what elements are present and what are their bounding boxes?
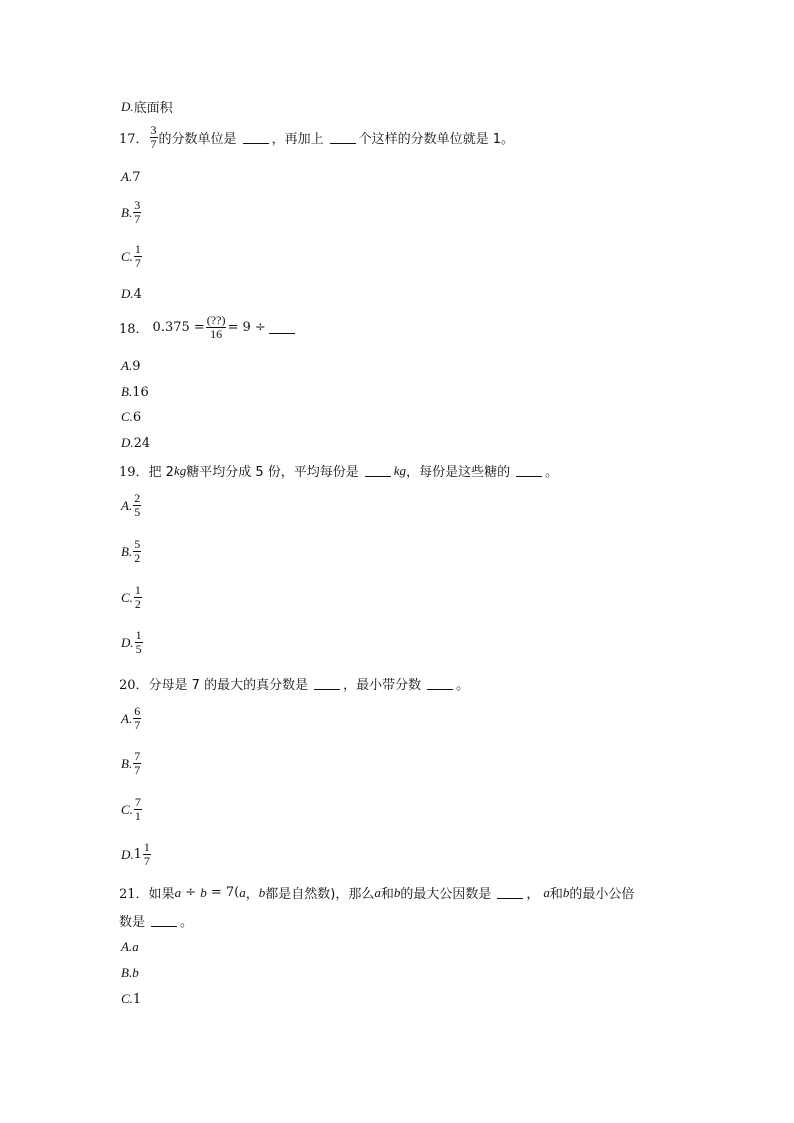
option-letter: D	[121, 435, 131, 450]
option-text: 4	[133, 286, 142, 302]
option-letter: B	[121, 204, 129, 220]
answer-blank[interactable]	[516, 464, 542, 477]
answer-blank[interactable]	[243, 131, 269, 144]
question-20	[119, 674, 469, 693]
option-letter: C	[121, 409, 130, 424]
question-21	[119, 883, 634, 902]
variable-a: a	[239, 884, 246, 900]
option-letter: A	[121, 169, 129, 184]
question-19	[119, 461, 558, 480]
question-text: 个这样的分数单位就是 1。	[358, 132, 514, 147]
option-letter: D	[121, 98, 131, 114]
question-text: 数是	[119, 915, 146, 930]
question-text: 。	[180, 915, 194, 930]
question-number: 21．	[119, 887, 149, 902]
option-letter: B	[121, 755, 129, 771]
fraction: $\frac{5}{2}$	[134, 537, 141, 565]
q17-option-c[interactable]: C . $\frac{1}{7}$	[121, 242, 141, 270]
option-text: b	[132, 965, 139, 980]
operator: = 7(	[206, 885, 240, 900]
fraction: $\frac{3}{7}$	[150, 123, 157, 151]
q18-option-a[interactable]: A . 9	[121, 358, 141, 374]
fraction: $\frac{3}{7}$	[134, 198, 141, 226]
q18-option-c[interactable]: C . 6	[121, 409, 142, 425]
answer-blank[interactable]	[269, 321, 295, 334]
option-letter: C	[121, 801, 130, 817]
fraction: $\frac{1}{7}$	[134, 242, 141, 270]
question-text: 和	[380, 887, 394, 902]
question-number: 17．	[119, 132, 149, 147]
option-letter: A	[121, 358, 129, 373]
variable-b: b	[200, 884, 207, 900]
q17-option-b[interactable]: B . $\frac{3}{7}$	[121, 198, 141, 226]
question-text: 。	[456, 678, 470, 693]
fraction: $\frac{7}{1}$	[134, 795, 141, 823]
option-text: 底面积	[133, 101, 173, 116]
whole-part: 1	[133, 847, 142, 862]
question-text: 把 2	[148, 465, 174, 480]
fraction: $\frac{7}{7}$	[134, 749, 141, 777]
question-text: ，每份是这些糖的	[406, 465, 511, 480]
question-text: ，	[526, 887, 540, 902]
question-text: 如果	[148, 887, 175, 902]
answer-blank[interactable]	[497, 886, 523, 899]
q21-option-c[interactable]: C . 1	[121, 991, 142, 1007]
question-number: 18．	[119, 322, 149, 337]
answer-blank[interactable]	[330, 131, 356, 144]
question-text: 的最大公因数是	[400, 887, 492, 902]
q19-option-c[interactable]: C . $\frac{1}{2}$	[121, 583, 141, 611]
question-text: ，再加上	[271, 132, 324, 147]
question-text: 分母是 7 的最大的真分数是	[148, 678, 309, 693]
fraction: $\frac{1}{2}$	[134, 583, 141, 611]
q20-option-c[interactable]: C . $\frac{7}{1}$	[121, 795, 141, 823]
question-18	[119, 314, 298, 341]
question-text: 。	[545, 465, 559, 480]
question-17	[119, 124, 514, 151]
mixed-number	[134, 841, 152, 868]
option-letter: C	[121, 991, 130, 1006]
q19-option-a[interactable]: A . $\frac{2}{5}$	[121, 491, 141, 519]
option-letter: C	[121, 589, 130, 605]
q21-option-a[interactable]: A . a	[121, 939, 139, 954]
unit: kg	[173, 462, 187, 478]
option-text: 6	[132, 409, 142, 425]
answer-blank[interactable]	[314, 677, 340, 690]
variable-a: a	[543, 884, 550, 900]
q18-option-b[interactable]: B . 16	[121, 384, 149, 400]
option-letter: B	[121, 384, 129, 399]
option-text: 7	[132, 169, 141, 185]
option-text: 1	[132, 991, 142, 1007]
q20-option-d[interactable]: D . 1 $\frac{1}{7}$	[121, 840, 150, 868]
question-text: ，	[245, 887, 259, 902]
option-letter: D	[121, 634, 131, 650]
q19-option-d[interactable]: D . $\frac{1}{5}$	[121, 628, 142, 656]
variable-b: b	[562, 884, 570, 900]
option-letter: B	[121, 543, 129, 559]
variable-b: b	[393, 884, 401, 900]
option-text: 9	[132, 358, 141, 374]
option-text: 16	[132, 384, 149, 400]
answer-blank[interactable]	[427, 677, 453, 690]
answer-blank[interactable]	[151, 914, 177, 927]
question-number: 19．	[119, 465, 149, 480]
unit: kg	[393, 462, 407, 478]
option-text: a	[132, 939, 139, 954]
option-letter: B	[121, 965, 129, 980]
question-21-continued	[119, 911, 193, 930]
q21-option-b[interactable]: B . b	[121, 965, 139, 980]
fraction: $\frac{1}{5}$	[135, 628, 142, 656]
question-text: 糖平均分成 5 份，平均每份是	[186, 465, 359, 480]
q17-option-d[interactable]: D . 4	[121, 286, 142, 302]
question-text: 的分数单位是	[158, 132, 237, 147]
question-number: 20．	[119, 678, 149, 693]
q20-option-a[interactable]: A . $\frac{6}{7}$	[121, 704, 141, 732]
variable-a: a	[374, 884, 381, 900]
q19-option-b[interactable]: B . $\frac{5}{2}$	[121, 537, 141, 565]
fraction: $\frac{(??)}{16}$	[206, 313, 226, 341]
variable-b: b	[258, 884, 266, 900]
fraction: $\frac{6}{7}$	[134, 704, 141, 732]
q18-option-d[interactable]: D . 24	[121, 435, 151, 451]
answer-blank[interactable]	[365, 464, 391, 477]
option-text: 24	[133, 435, 151, 451]
q17-option-a[interactable]: A . 7	[121, 169, 141, 185]
fraction: $\frac{1}{7}$	[143, 840, 150, 868]
equation-rhs: = 9 ÷	[227, 320, 266, 335]
q20-option-b[interactable]: B . $\frac{7}{7}$	[121, 749, 141, 777]
question-text: 的最小公倍	[569, 887, 635, 902]
option-letter: D	[121, 846, 131, 862]
option-letter: A	[121, 939, 129, 954]
option-letter: A	[121, 497, 129, 513]
question-text: 和	[549, 887, 563, 902]
option-letter: D	[121, 286, 131, 301]
fraction: $\frac{2}{5}$	[134, 491, 141, 519]
operator: ÷	[181, 885, 201, 900]
question-text: ，最小带分数	[343, 678, 422, 693]
question-text: 都是自然数)，那么	[265, 887, 375, 902]
variable-a: a	[174, 884, 182, 900]
equation-lhs: 0.375 =	[152, 320, 205, 335]
option-letter: A	[121, 710, 129, 726]
q16-option-d[interactable]: D . 底面积	[121, 98, 173, 116]
option-letter: C	[121, 248, 130, 264]
